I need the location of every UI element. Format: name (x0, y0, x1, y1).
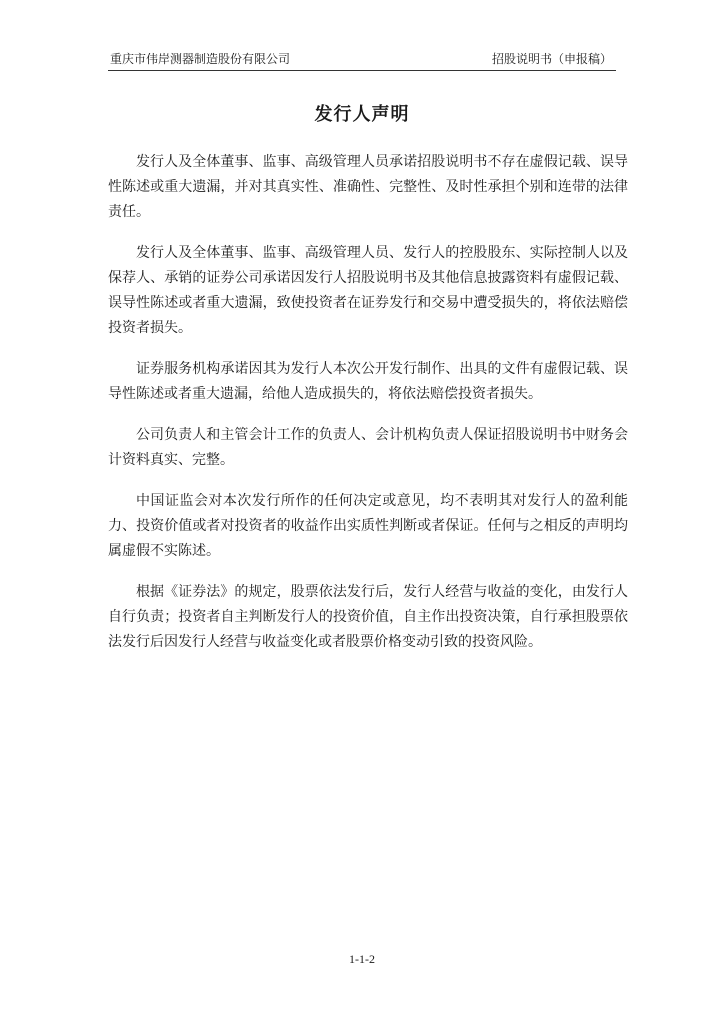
page-header (108, 50, 616, 71)
paragraph-4: 公司负责人和主管会计工作的负责人、会计机构负责人保证招股说明书中财务会计资料真实、完整。 (108, 427, 628, 468)
paragraph-6: 根据《证券法》的规定，股票依法发行后，发行人经营与收益的变化，由发行人自行负责；投资者自主判断发行人的投资价值，自主作出投资决策，自行承担股票依法发行后因发行人经营与收益变化或者股票价格变动引致的投资风险。 (108, 584, 628, 650)
header-document-type: 招股说明书（申报稿） (491, 52, 612, 66)
paragraph-3: 证券服务机构承诺因其为发行人本次公开发行制作、出具的文件有虚假记载、误导性陈述或者重大遗漏，给他人造成损失的，将依法赔偿投资者损失。 (108, 361, 628, 402)
paragraph-1: 发行人及全体董事、监事、高级管理人员承诺招股说明书不存在虚假记载、误导性陈述或重大遗漏，并对其真实性、准确性、完整性、及时性承担个别和连带的法律责任。 (108, 154, 628, 220)
paragraph-5: 中国证监会对本次发行所作的任何决定或意见，均不表明其对发行人的盈利能力、投资价值或者对投资者的收益作出实质性判断或者保证。任何与之相反的声明均属虚假不实陈述。 (108, 493, 628, 559)
header-company-name: 重庆市伟岸测器制造股份有限公司 (110, 52, 291, 66)
page-number: 1-1-2 (349, 952, 375, 966)
paragraph-2: 发行人及全体董事、监事、高级管理人员、发行人的控股股东、实际控制人以及保荐人、承销的证券公司承诺因发行人招股说明书及其他信息披露资料有虚假记载、误导性陈述或者重大遗漏，致使投资者在证券发行和交易中遭受损失的，将依法赔偿投资者损失。 (108, 245, 628, 336)
page-title: 发行人声明 (314, 104, 410, 125)
declaration-body (108, 150, 628, 671)
